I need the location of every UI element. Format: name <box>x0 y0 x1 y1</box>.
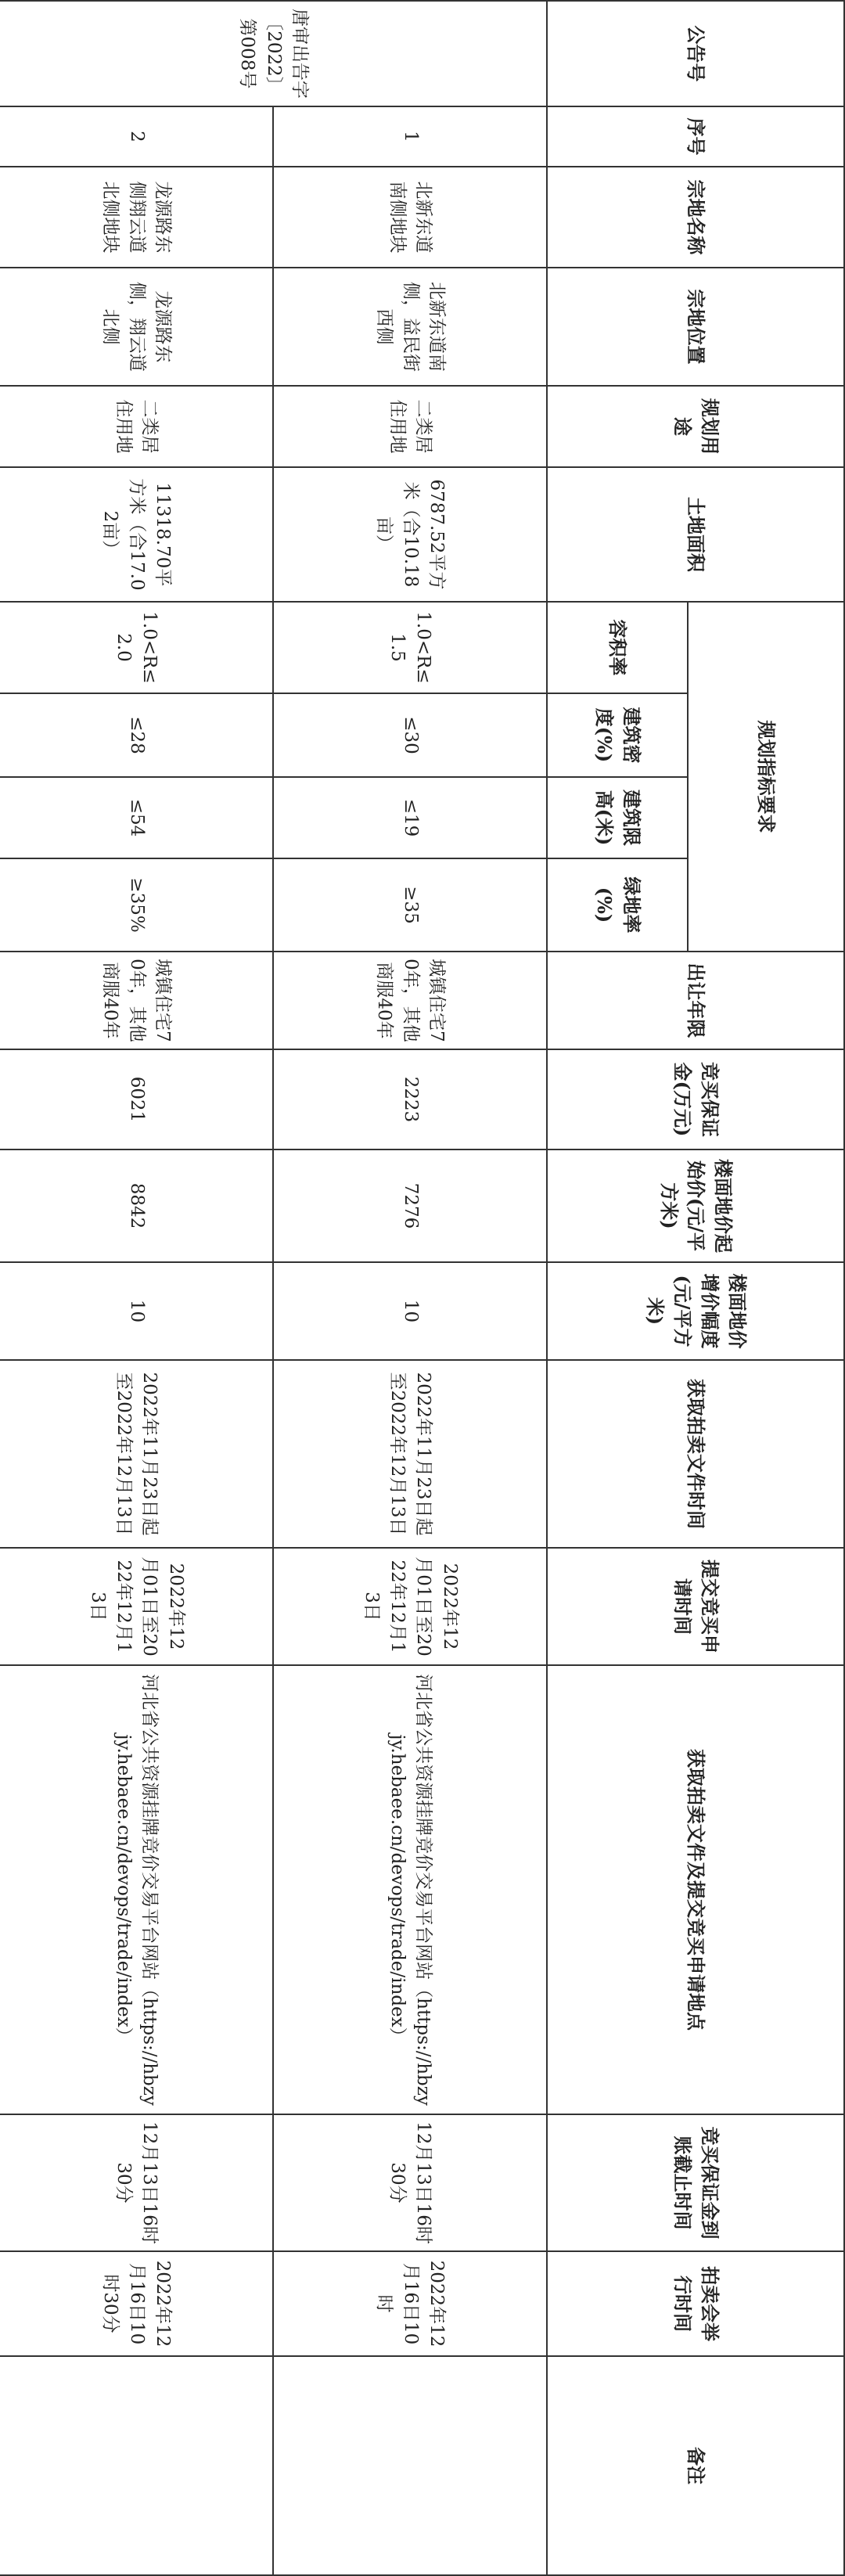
header-parcel-location: 宗地位置 <box>547 268 844 386</box>
increment-cell: 10 <box>0 1262 273 1360</box>
seq-cell: 2 <box>0 106 273 167</box>
header-term: 出让年限 <box>547 952 844 1049</box>
apply-time-cell: 2022年12月01日至2022年12月13日 <box>273 1548 547 1665</box>
density-cell: ≤28 <box>0 693 273 777</box>
term-cell: 城镇住宅70年，其他商服40年 <box>0 952 273 1049</box>
apply-time-cell: 2022年12月01日至2022年12月13日 <box>0 1548 273 1665</box>
header-planned-use: 规划用途 <box>547 386 844 467</box>
far-cell: 1.0<R≤2.0 <box>0 602 273 693</box>
table-row <box>0 1 273 2575</box>
header-deposit: 竞买保证金(万元) <box>547 1049 844 1149</box>
term-cell: 城镇住宅70年，其他商服40年 <box>273 952 547 1049</box>
header-density: 建筑密度(%) <box>547 693 688 777</box>
green-cell: ≥35 <box>273 858 547 952</box>
green-cell: ≥35% <box>0 858 273 952</box>
header-notice-no: 公告号 <box>547 1 844 106</box>
start-price-cell: 7276 <box>273 1149 547 1262</box>
planned-use-cell: 二类居住用地 <box>0 386 273 467</box>
header-remarks: 备注 <box>547 2356 844 2575</box>
parcel-name-cell: 北新东道南侧地块 <box>273 167 547 268</box>
parcel-location-cell: 龙源路东侧，翔云道北侧 <box>0 268 273 386</box>
header-far: 容积率 <box>547 602 688 693</box>
table-row <box>273 1 547 2575</box>
auction-time-cell: 2022年12月16日10时30分 <box>0 2251 273 2356</box>
parcel-name-cell: 龙源路东侧翔云道北侧地块 <box>0 167 273 268</box>
height-cell: ≤19 <box>273 777 547 858</box>
header-doc-time: 获取拍卖文件时间 <box>547 1360 844 1548</box>
header-land-area: 土地面积 <box>547 467 844 602</box>
seq-cell: 1 <box>273 106 547 167</box>
header-deposit-deadline: 竞买保证金到账截止时间 <box>547 2114 844 2251</box>
increment-cell: 10 <box>273 1262 547 1360</box>
deposit-deadline-cell: 12月13日16时30分 <box>0 2114 273 2251</box>
header-parcel-name: 宗地名称 <box>547 167 844 268</box>
location-cell: 河北省公共资源挂牌竞价交易平台网站（https://hbzyjy.hebaee.cn/devops/trade/index） <box>0 1665 273 2114</box>
height-cell: ≤54 <box>0 777 273 858</box>
density-cell: ≤30 <box>273 693 547 777</box>
location-cell: 河北省公共资源挂牌竞价交易平台网站（https://hbzyjy.hebaee.cn/devops/trade/index） <box>273 1665 547 2114</box>
header-increment: 楼面地价增价幅度(元/平方米) <box>547 1262 844 1360</box>
remarks-cell <box>0 2356 273 2575</box>
header-height: 建筑限高(米) <box>547 777 688 858</box>
header-start-price: 楼面地价起始价(元/平方米) <box>547 1149 844 1262</box>
planned-use-cell: 二类居住用地 <box>273 386 547 467</box>
header-location: 获取拍卖文件及提交竞买申请地点 <box>547 1665 844 2114</box>
header-planning-group: 规划指标要求 <box>688 602 844 952</box>
header-row-group <box>688 1 844 2575</box>
parcel-location-cell: 北新东道南侧，益民街西侧 <box>273 268 547 386</box>
remarks-cell <box>273 2356 547 2575</box>
header-seq: 序号 <box>547 106 844 167</box>
doc-time-cell: 2022年11月23日起至2022年12月13日 <box>0 1360 273 1548</box>
auction-time-cell: 2022年12月16日10时 <box>273 2251 547 2356</box>
header-green: 绿地率(%) <box>547 858 688 952</box>
start-price-cell: 8842 <box>0 1149 273 1262</box>
header-auction-time: 拍卖会举行时间 <box>547 2251 844 2356</box>
header-apply-time: 提交竞买申请时间 <box>547 1548 844 1665</box>
far-cell: 1.0<R≤1.5 <box>273 602 547 693</box>
deposit-deadline-cell: 12月13日16时30分 <box>273 2114 547 2251</box>
land-area-cell: 6787.52平方米（合10.18亩） <box>273 467 547 602</box>
notice-number-cell: 唐审出告字〔2022〕第008号 <box>0 1 547 106</box>
deposit-cell: 6021 <box>0 1049 273 1149</box>
doc-time-cell: 2022年11月23日起至2022年12月13日 <box>273 1360 547 1548</box>
land-area-cell: 11318.70平方米（合17.02亩） <box>0 467 273 602</box>
deposit-cell: 2223 <box>273 1049 547 1149</box>
